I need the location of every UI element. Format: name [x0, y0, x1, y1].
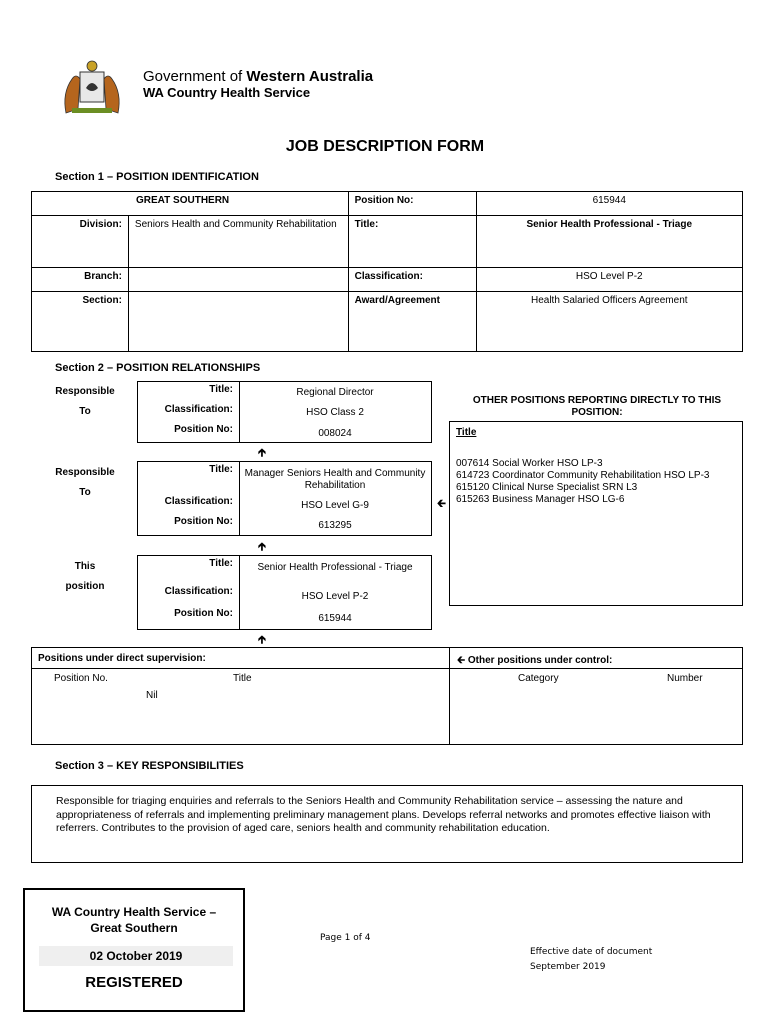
- rel-position-no-value: 008024: [318, 428, 352, 439]
- rel-classification-value: HSO Class 2: [306, 407, 364, 418]
- stamp-date: 02 October 2019: [39, 946, 233, 966]
- position-no-value: 615944: [476, 192, 743, 216]
- rel-position-no-label: Position No:: [174, 608, 233, 619]
- other-position-item: 007614 Social Worker HSO LP-3: [456, 458, 603, 469]
- arrow-left-icon: 🡰: [437, 498, 446, 510]
- arrow-up-icon: 🡱: [258, 634, 266, 646]
- arrow-left-icon: 🡰: [457, 655, 468, 666]
- supervision-table: [31, 647, 743, 745]
- rel-position-no-value: 613295: [318, 520, 352, 531]
- key-responsibilities-box: [31, 785, 743, 863]
- rel-position-no-label: Position No:: [174, 516, 233, 527]
- position-no-label: Position No:: [348, 192, 476, 216]
- section-label: Section:: [32, 292, 129, 352]
- branch-value: [128, 268, 348, 292]
- rel-classification-value: HSO Level P-2: [301, 591, 369, 602]
- key-responsibilities-text: Responsible for triaging enquiries and referrals to the Seniors Health and Community Rehabilitation service – assessing the nature and appropriateness of referrals and implementing preliminary management plans. Develops referral networks and promotes effective liaison with referrers. Contributes to the provision of aged care, seniors health and community rehabilitation education.: [56, 795, 711, 834]
- col-category: Category: [518, 673, 559, 684]
- classification-value: HSO Level P-2: [476, 268, 743, 292]
- page-number: Page 1 of 4: [320, 933, 371, 943]
- rel-position-no-label: Position No:: [174, 424, 233, 435]
- this-position-label: This position: [65, 561, 105, 592]
- responsible-to-label-2: Responsible To: [55, 467, 115, 498]
- relationship-box-this-position: [137, 555, 432, 630]
- other-position-item: 615120 Clinical Nurse Specialist SRN L3: [456, 482, 638, 493]
- section-value: [128, 292, 348, 352]
- rel-position-no-value: 615944: [318, 613, 352, 624]
- org-name: Western Australia: [246, 68, 374, 85]
- title-label: Title:: [348, 216, 476, 268]
- division-value: Seniors Health and Community Rehabilitation: [128, 216, 348, 268]
- section1-heading: Section 1 – POSITION IDENTIFICATION: [55, 171, 259, 183]
- classification-label: Classification:: [348, 268, 476, 292]
- relationship-box-manager: [137, 461, 432, 536]
- other-control-label: 🡰 Other positions under control:: [457, 655, 613, 666]
- division-label: Division:: [32, 216, 129, 268]
- org-name-line: Government of Western Australia: [143, 68, 374, 85]
- effective-date-label: Effective date of document: [530, 947, 653, 957]
- rel-classification-label: Classification:: [164, 404, 233, 415]
- document-title: JOB DESCRIPTION FORM: [285, 138, 485, 155]
- wa-coat-of-arms-icon: [56, 58, 128, 120]
- other-position-item: 615263 Business Manager HSO LG-6: [456, 494, 625, 505]
- award-value: Health Salaried Officers Agreement: [476, 292, 743, 352]
- rel-title-value: Regional Director: [296, 387, 374, 398]
- arrow-up-icon: 🡱: [258, 447, 266, 459]
- col-number: Number: [667, 673, 703, 684]
- direct-supervision-value: Nil: [146, 690, 158, 701]
- rel-title-label: Title:: [209, 464, 233, 475]
- registration-stamp: [23, 888, 245, 1012]
- direct-supervision-label: Positions under direct supervision:: [38, 653, 206, 664]
- rel-classification-value: HSO Level G-9: [301, 500, 369, 511]
- stamp-status: REGISTERED: [85, 974, 183, 991]
- other-positions-box: [449, 421, 743, 606]
- rel-classification-label: Classification:: [164, 496, 233, 507]
- other-position-item: 614723 Coordinator Community Rehabilitation HSO LP-3: [456, 470, 710, 481]
- section2-heading: Section 2 – POSITION RELATIONSHIPS: [55, 362, 261, 374]
- rel-classification-label: Classification:: [164, 586, 233, 597]
- title-value: Senior Health Professional - Triage: [476, 216, 743, 268]
- effective-date: September 2019: [530, 962, 606, 972]
- department-name: WA Country Health Service: [143, 85, 311, 100]
- section3-heading: Section 3 – KEY RESPONSIBILITIES: [55, 760, 244, 772]
- col-title: Title: [233, 673, 252, 684]
- relationship-box-regional-director: [137, 381, 432, 443]
- award-label: Award/Agreement: [348, 292, 476, 352]
- rel-title-value: Senior Health Professional - Triage: [257, 562, 413, 573]
- other-title-label: Title: [456, 427, 477, 438]
- position-identification-table: [31, 191, 743, 352]
- stamp-organisation: WA Country Health Service – Great Southern: [51, 905, 217, 935]
- other-positions-heading: OTHER POSITIONS REPORTING DIRECTLY TO THIS POSITION:: [472, 395, 722, 418]
- rel-title-value: Manager Seniors Health and Community Rehabilitation: [244, 468, 426, 491]
- other-positions-list: [456, 458, 731, 506]
- region: GREAT SOUTHERN: [32, 192, 349, 216]
- rel-title-label: Title:: [209, 558, 233, 569]
- branch-label: Branch:: [32, 268, 129, 292]
- col-position-no: Position No.: [54, 673, 108, 684]
- rel-title-label: Title:: [209, 384, 233, 395]
- responsible-to-label-1: Responsible To: [55, 386, 115, 417]
- arrow-up-icon: 🡱: [258, 541, 266, 553]
